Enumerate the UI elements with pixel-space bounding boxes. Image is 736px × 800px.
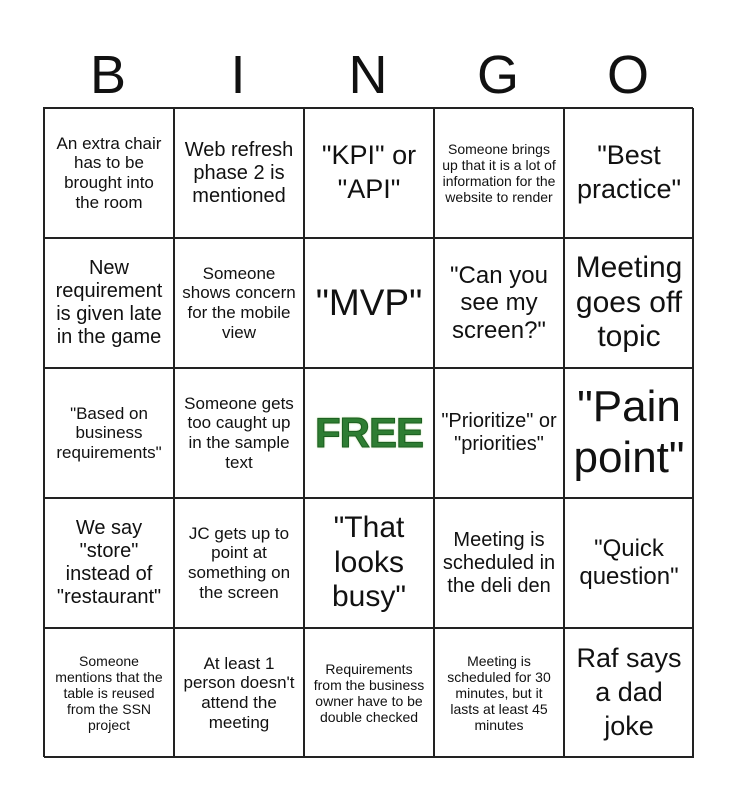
bingo-cell[interactable] bbox=[434, 628, 564, 758]
cell-text: An extra chair has to be brought into the room bbox=[56, 133, 162, 212]
cell-text: "Based on business requirements" bbox=[56, 403, 162, 462]
cell-text: Someone mentions that the table is reused from the SSN project bbox=[55, 652, 163, 734]
bingo-cell[interactable] bbox=[44, 368, 174, 498]
bingo-cell[interactable] bbox=[174, 108, 304, 238]
header-letter-i: I bbox=[230, 45, 246, 105]
cell-text: We say "store" instead of "restaurant" bbox=[56, 517, 162, 608]
bingo-cell[interactable] bbox=[304, 238, 434, 368]
bingo-cell[interactable] bbox=[174, 498, 304, 628]
header-letter-o: O bbox=[606, 45, 649, 105]
free-space-label: FREE bbox=[314, 408, 423, 456]
bingo-cell[interactable] bbox=[304, 498, 434, 628]
cell-text: JC gets up to point at something on the screen bbox=[187, 523, 291, 602]
cell-text: "Prioritize" or "priorities" bbox=[441, 410, 557, 455]
cell-text: "MVP" bbox=[315, 281, 423, 323]
bingo-board bbox=[43, 107, 693, 757]
bingo-cell[interactable] bbox=[434, 238, 564, 368]
bingo-cell[interactable] bbox=[564, 628, 694, 758]
bingo-cell[interactable] bbox=[174, 628, 304, 758]
header-letter-n: N bbox=[348, 45, 388, 105]
cell-text: "KPI" or "API" bbox=[321, 140, 417, 204]
cell-text: Someone gets too caught up in the sample text bbox=[184, 393, 294, 472]
bingo-cell[interactable] bbox=[174, 238, 304, 368]
cell-text: Meeting is scheduled in the deli den bbox=[442, 528, 556, 597]
cell-text: Web refresh phase 2 is mentioned bbox=[184, 138, 294, 207]
cell-text: "Pain point" bbox=[573, 382, 685, 482]
bingo-header bbox=[43, 44, 693, 106]
bingo-cell[interactable] bbox=[44, 108, 174, 238]
cell-text: "Quick question" bbox=[579, 535, 679, 590]
cell-text: Meeting goes off topic bbox=[575, 251, 683, 354]
bingo-cell[interactable] bbox=[174, 368, 304, 498]
header-letter-g: G bbox=[476, 45, 519, 105]
bingo-cell[interactable] bbox=[434, 368, 564, 498]
bingo-cell[interactable] bbox=[434, 108, 564, 238]
cell-text: At least 1 person doesn't attend the meeting bbox=[183, 653, 295, 732]
cell-text: Someone brings up that it is a lot of information for the website to render bbox=[442, 140, 556, 206]
bingo-cell[interactable] bbox=[44, 498, 174, 628]
cell-text: "Best practice" bbox=[576, 140, 682, 204]
header-letter-b: B bbox=[89, 45, 127, 105]
bingo-cell[interactable] bbox=[434, 498, 564, 628]
cell-text: Raf says a dad joke bbox=[576, 643, 682, 741]
cell-text: Meeting is scheduled for 30 minutes, but it lasts at least 45 minutes bbox=[447, 652, 551, 734]
cell-text: "That looks busy" bbox=[331, 511, 407, 614]
bingo-cell[interactable] bbox=[564, 238, 694, 368]
cell-text: Requirements from the business owner have to be double checked bbox=[313, 660, 425, 726]
bingo-cell[interactable] bbox=[44, 628, 174, 758]
bingo-cell[interactable] bbox=[44, 238, 174, 368]
cell-text: New requirement is given late in the game bbox=[55, 257, 163, 348]
bingo-cell[interactable] bbox=[564, 108, 694, 238]
bingo-cell[interactable] bbox=[564, 368, 694, 498]
bingo-cell[interactable] bbox=[304, 628, 434, 758]
cell-text: Someone shows concern for the mobile view bbox=[182, 263, 296, 342]
free-space[interactable] bbox=[304, 368, 434, 498]
bingo-cell[interactable] bbox=[304, 108, 434, 238]
cell-text: "Can you see my screen?" bbox=[450, 261, 548, 344]
bingo-cell[interactable] bbox=[564, 498, 694, 628]
